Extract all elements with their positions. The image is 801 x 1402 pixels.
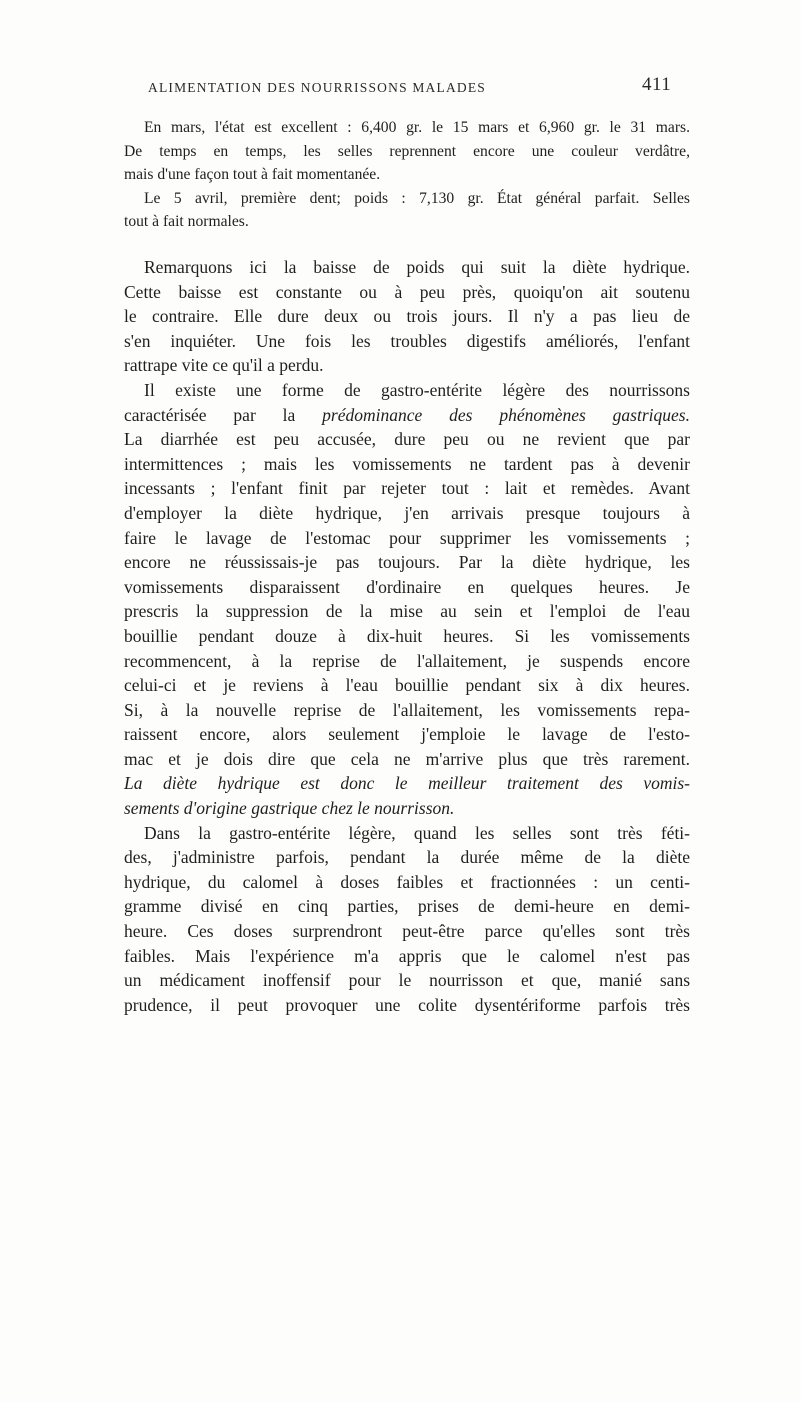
text-line: mais d'une façon tout à fait momentanée.: [124, 166, 381, 183]
emphasis-line: sements d'origine gastrique chez le nourrisson.: [124, 798, 455, 819]
emphasis-line: La diète hydrique est donc le meilleur traitement des vomis-: [124, 773, 690, 794]
text-segment: caractérisée par la: [124, 404, 323, 425]
text-line: bouillie pendant douze à dix-huit heures. Si les vomissements: [124, 625, 690, 646]
text-line: incessants ; l'enfant finit par rejeter tout : lait et remèdes. Avant: [124, 478, 690, 499]
text-line: intermittences ; mais les vomissements ne tardent pas à devenir: [124, 453, 690, 474]
text-line: le contraire. Elle dure deux ou trois jours. Il n'y a pas lieu de: [124, 306, 690, 327]
main-body-text: [124, 255, 690, 1017]
text-line: De temps en temps, les selles reprennent encore une couleur verdâtre,: [124, 142, 690, 160]
text-line: faire le lavage de l'estomac pour supprimer les vomissements ;: [124, 527, 690, 548]
text-line: En mars, l'état est excellent : 6,400 gr. le 15 mars et 6,960 gr. le 31 mars.: [144, 119, 690, 136]
running-header: [0, 74, 801, 100]
text-line: Le 5 avril, première dent; poids : 7,130 gr. État général parfait. Selles: [144, 189, 690, 207]
text-line: Il existe une forme de gastro-entérite légère des nourrissons: [144, 379, 690, 400]
text-line: La diarrhée est peu accusée, dure peu ou ne revient que par: [124, 429, 690, 450]
text-line: Si, à la nouvelle reprise de l'allaitement, les vomissements repa-: [124, 699, 690, 720]
text-line: prescris la suppression de la mise au sein et l'emploi de l'eau: [124, 601, 690, 622]
text-line: recommencent, à la reprise de l'allaitement, je suspends encore: [124, 650, 690, 671]
text-line: s'en inquiéter. Une fois les troubles digestifs améliorés, l'enfant: [124, 330, 690, 351]
text-line: heure. Ces doses surprendront peut-être parce qu'elles sont très: [124, 921, 690, 942]
text-line: faibles. Mais l'expérience m'a appris que le calomel n'est pas: [124, 945, 690, 966]
text-line: raissent encore, alors seulement j'emploie le lavage de l'esto-: [124, 724, 690, 745]
text-line: Remarquons ici la baisse de poids qui suit la diète hydrique.: [144, 257, 690, 277]
text-line: tout à fait normales.: [124, 213, 249, 230]
text-line: Dans la gastro-entérite légère, quand les selles sont très féti-: [144, 822, 690, 843]
text-line: mac et je dois dire que cela ne m'arrive plus que très rarement.: [124, 748, 690, 769]
text-line: encore ne réussissais-je pas toujours. Par la diète hydrique, les: [124, 552, 690, 573]
running-title: ALIMENTATION DES NOURRISSONS MALADES: [148, 80, 487, 95]
text-line: un médicament inoffensif pour le nourrisson et que, manié sans: [124, 970, 690, 991]
case-notes-paragraph: [124, 116, 690, 234]
emphasis-text: prédominance des phénomènes gastriques.: [322, 404, 690, 425]
text-line: rattrape vite ce qu'il a perdu.: [124, 355, 324, 376]
text-line: Cette baisse est constante ou à peu près, quoiqu'on ait soutenu: [124, 281, 690, 302]
text-line: hydrique, du calomel à doses faibles et fractionnées : un centi-: [124, 871, 690, 892]
page-number: 411: [642, 74, 672, 95]
text-line: des, j'administre parfois, pendant la durée même de la diète: [124, 847, 690, 868]
text-line: prudence, il peut provoquer une colite dysentériforme parfois très: [124, 994, 690, 1015]
text-line: vomissements disparaissent d'ordinaire en quelques heures. Je: [124, 576, 690, 597]
text-line: celui-ci et je reviens à l'eau bouillie pendant six à dix heures.: [124, 675, 690, 696]
text-line: d'employer la diète hydrique, j'en arrivais presque toujours à: [124, 502, 690, 523]
text-line-mixed: [124, 403, 690, 428]
text-line: gramme divisé en cinq parties, prises de demi-heure en demi-: [124, 896, 690, 917]
